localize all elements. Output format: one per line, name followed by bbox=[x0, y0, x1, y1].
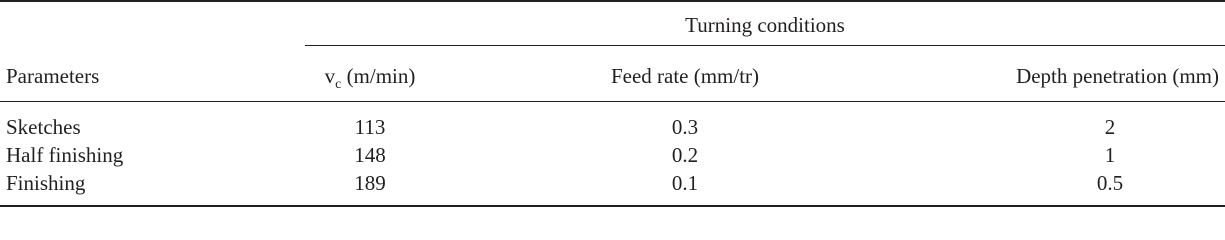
cell-depth: 2 bbox=[1104, 115, 1116, 139]
cutting-speed-unit: (m/min) bbox=[346, 64, 416, 88]
row-label: Sketches bbox=[6, 115, 81, 139]
cutting-speed-symbol: v bbox=[324, 64, 336, 88]
top-rule bbox=[0, 0, 1225, 2]
cell-vc: 113 bbox=[354, 115, 386, 139]
cell-depth: 0.5 bbox=[1096, 171, 1124, 195]
column-header-parameters: Parameters bbox=[6, 64, 100, 88]
group-header-turning-conditions: Turning conditions bbox=[685, 13, 845, 37]
group-header-rule bbox=[305, 45, 1225, 46]
cutting-speed-subscript: c bbox=[335, 77, 342, 92]
header-rule bbox=[0, 101, 1225, 102]
cell-feed-rate: 0.1 bbox=[671, 171, 699, 195]
column-header-feed-rate: Feed rate (mm/tr) bbox=[610, 64, 760, 88]
cell-depth: 1 bbox=[1104, 143, 1116, 167]
cell-feed-rate: 0.3 bbox=[671, 115, 699, 139]
cell-vc: 148 bbox=[354, 143, 386, 167]
row-label: Half finishing bbox=[6, 143, 124, 167]
cell-vc: 189 bbox=[354, 171, 386, 195]
column-header-cutting-speed bbox=[305, 64, 435, 92]
bottom-rule bbox=[0, 205, 1225, 207]
cell-feed-rate: 0.2 bbox=[671, 143, 699, 167]
column-header-depth-penetration: Depth penetration (mm) bbox=[1016, 64, 1219, 88]
row-label: Finishing bbox=[6, 171, 86, 195]
